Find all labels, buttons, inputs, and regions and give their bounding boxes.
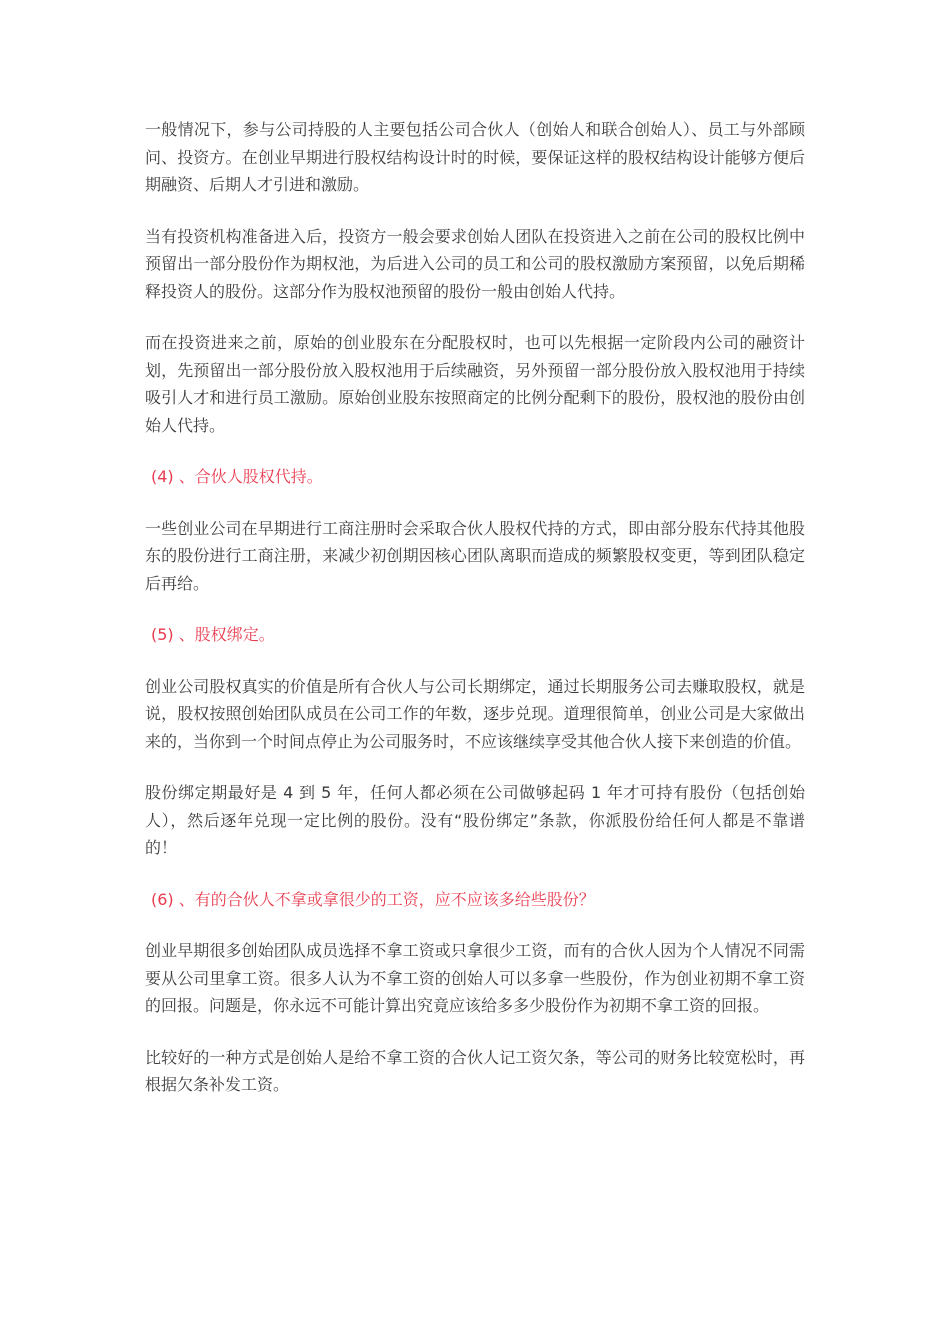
heading-salary-vs-shares: (6) 、有的合伙人不拿或拿很少的工资，应不应该多给些股份？: [151, 889, 595, 909]
paragraph-shareholders: 一般情况下，参与公司持股的人主要包括公司合伙人（创始人和联合创始人）、员工与外部顾问、投资方。在创业早期进行股权结构设计时的时候，要保证这样的股权结构设计能够方便后期融资、后期人才引进和激励。: [145, 120, 805, 194]
paragraph-equity-pool: 而在投资进来之前，原始的创业股东在分配股权时，也可以先根据一定阶段内公司的融资计划，先预留出一部分股份放入股权池用于后续融资，另外预留一部分股份放入股权池用于持续吸引人才和进行员工激励。原始创业股东按照商定的比例分配剩下的股份，股权池的股份由创始人代持。: [145, 333, 805, 435]
document-body: [145, 116, 805, 1123]
paragraph-vesting-period: 股份绑定期最好是 4 到 5 年，任何人都必须在公司做够起码 1 年才可持有股份（包括创始人），然后逐年兑现一定比例的股份。没有“股份绑定”条款，你派股份给任何人都是不靠谱的！: [145, 783, 805, 857]
paragraph-no-salary: 创业早期很多创始团队成员选择不拿工资或只拿很少工资，而有的合伙人因为个人情况不同需要从公司里拿工资。很多人认为不拿工资的创始人可以多拿一些股份，作为创业初期不拿工资的回报。问题是，你永远不可能计算出究竟应该给多多少股份作为初期不拿工资的回报。: [145, 941, 805, 1015]
heading-partner-nominee: (4) 、合伙人股权代持。: [151, 467, 323, 486]
heading-equity-vesting: (5) 、股权绑定。: [151, 625, 275, 644]
paragraph-vesting-value: 创业公司股权真实的价值是所有合伙人与公司长期绑定，通过长期服务公司去赚取股权，就是说，股权按照创始团队成员在公司工作的年数，逐步兑现。道理很简单，创业公司是大家做出来的，当你到一个时间点停止为公司服务时，不应该继续享受其他合伙人接下来创造的价值。: [145, 676, 805, 751]
paragraph-salary-iou: 比较好的一种方式是创始人是给不拿工资的合伙人记工资欠条，等公司的财务比较宽松时，再根据欠条补发工资。: [145, 1047, 805, 1094]
paragraph-nominee-holding: 一些创业公司在早期进行工商注册时会采取合伙人股权代持的方式，即由部分股东代持其他股东的股份进行工商注册，来减少初创期因核心团队离职而造成的频繁股权变更，等到团队稳定后再给。: [145, 518, 805, 593]
paragraph-option-pool: 当有投资机构准备进入后，投资方一般会要求创始人团队在投资进入之前在公司的股权比例中预留出一部分股份作为期权池，为后进入公司的员工和公司的股权激励方案预留，以免后期稀释投资人的股份。这部分作为股权池预留的股份一般由创始人代持。: [145, 226, 805, 301]
